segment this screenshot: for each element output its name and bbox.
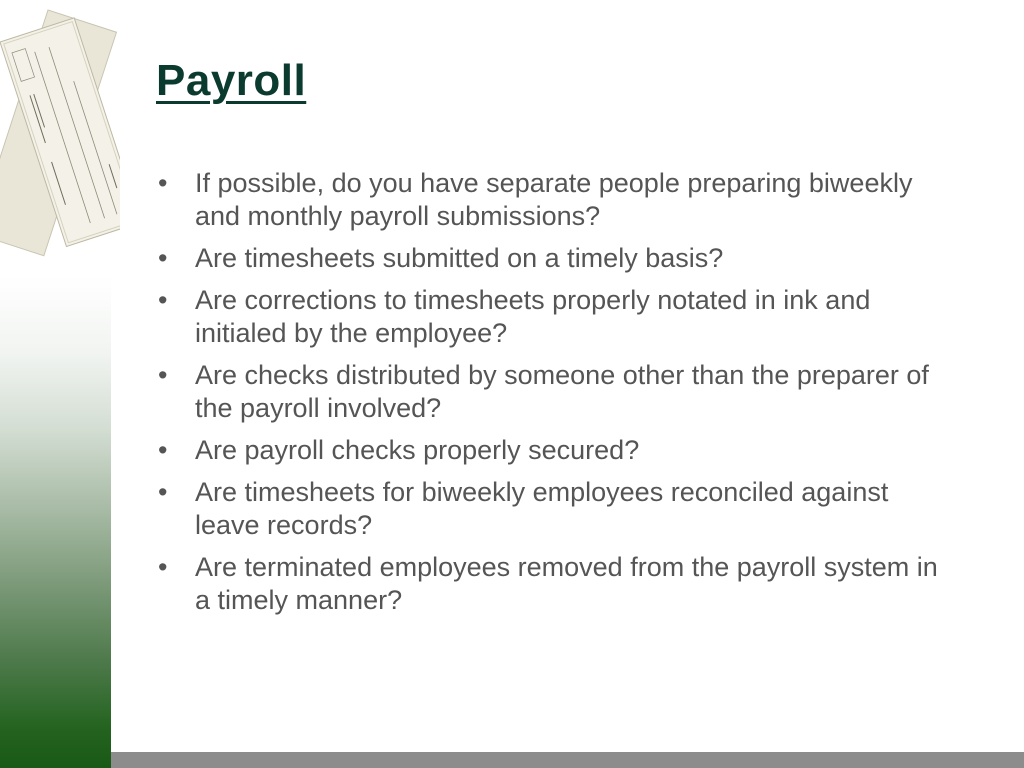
bullet-list [156, 167, 946, 626]
bullet-marker: • [158, 285, 168, 315]
bullet-text: Are corrections to timesheets properly notated in ink and initialed by the employee? [195, 285, 871, 348]
bullet-item [156, 359, 946, 425]
bullet-item [156, 167, 946, 233]
bullet-item [156, 476, 946, 542]
bullet-text: If possible, do you have separate people preparing biweekly and monthly payroll submissions? [195, 168, 913, 231]
bottom-bar [111, 752, 1024, 768]
bullet-text: Are checks distributed by someone other than the preparer of the payroll involved? [195, 360, 929, 423]
bullet-marker: • [158, 552, 168, 582]
bullet-item [156, 284, 946, 350]
paper-checks-illustration [0, 0, 120, 260]
paper-checks-icon [0, 0, 120, 260]
bullet-text: Are timesheets submitted on a timely basis? [195, 243, 724, 273]
bullet-marker: • [158, 168, 168, 198]
bullet-item [156, 434, 946, 467]
bullet-item [156, 551, 946, 617]
slide-title: Payroll [156, 56, 307, 105]
bullet-marker: • [158, 477, 168, 507]
bullet-text: Are terminated employees removed from the payroll system in a timely manner? [195, 552, 938, 615]
bullet-item [156, 242, 946, 275]
bullet-text: Are payroll checks properly secured? [195, 435, 640, 465]
bullet-marker: • [158, 360, 168, 390]
bullet-marker: • [158, 435, 168, 465]
bullet-marker: • [158, 243, 168, 273]
bullet-text: Are timesheets for biweekly employees reconciled against leave records? [195, 477, 889, 540]
